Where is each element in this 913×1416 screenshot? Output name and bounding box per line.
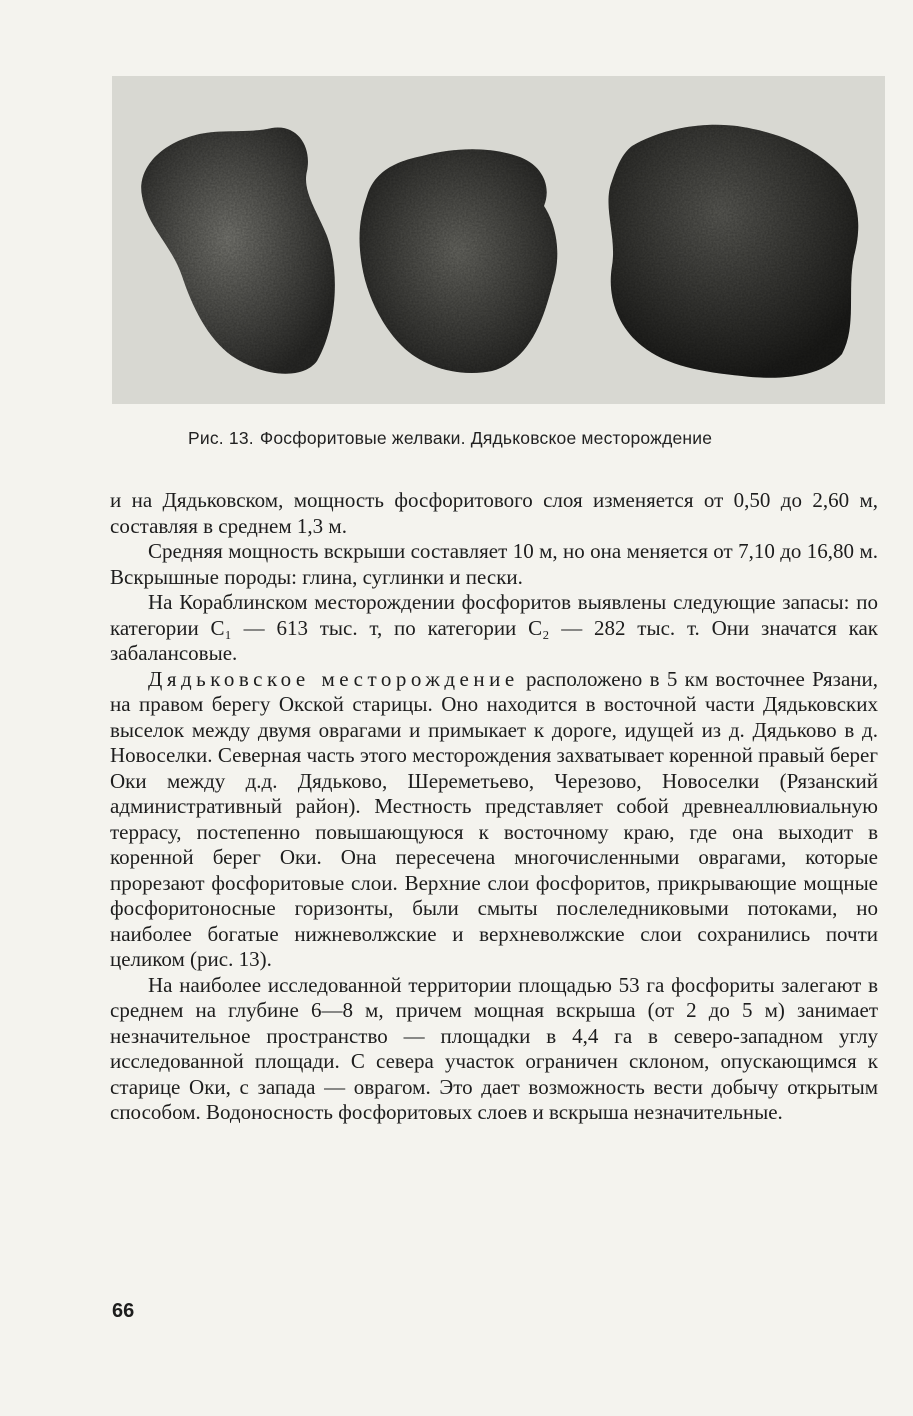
paragraph: и на Дядьковском, мощность фосфоритового слоя изменяется от 0,50 до 2,60 м, составляя в среднем 1,3 м.: [110, 488, 878, 538]
figure-label: Рис. 13.: [188, 428, 254, 448]
spaced-heading: Дядьковское месторождение: [148, 666, 519, 691]
page-number: 66: [112, 1300, 135, 1322]
paragraph: Средняя мощность вскрыши составляет 10 м, но она меняется от 7,10 до 16,80 м. Вскрышные породы: глина, суглинки и пески.: [110, 539, 878, 589]
paragraph-text: расположено в 5 км восточнее Рязани, на правом берегу Окской старицы. Оно находится в восточной части Дядьковских выселок между двумя оврагами и примыкает к дороге, идущей из д. Дядьково в д. Новоселки. Северная часть этого месторождения захватывает коренной правый берег Оки между д.д. Дядьково, Шереметьево, Черезово, Новоселки (Рязанский административный район). Местность представляет собой древнеаллювиальную террасу, постепенно повышающуюся к восточному краю, где она выходит в коренной берег Оки. Она пересечена многочисленными оврагами, которые прорезают фосфоритовые слои. Верхние слои фосфоритов, прикрывающие мощные фосфоритоносные горизонты, были смыты послеледниковыми потоками, но наиболее богатые нижневолжские и верхневолжские слои сохранились почти целиком (рис. 13).: [110, 666, 878, 971]
figure-caption-text: Фосфоритовые желваки. Дядьковское месторождение: [259, 428, 713, 448]
figure-photo: [112, 76, 885, 404]
paragraph: На наиболее исследованной территории площадью 53 га фосфориты залегают в среднем на глубине 6—8 м, причем мощная вскрыша (от 2 до 5 м) занимает незначительное пространство — площадки в 4,4 га в северо-западном углу исследованной площади. С севера участок ограничен склоном, опускающимся к старице Оки, с запада — оврагом. Это дает возможность вести добычу открытым способом. Водоносность фосфоритовых слоев и вскрыша незначительные.: [110, 972, 878, 1124]
paragraph: [110, 667, 878, 973]
paragraph: На Кораблинском месторождении фосфоритов выявлены следующие запасы: по категории C₁ — 613 тыс. т, по категории C₂ — 282 тыс. т. Они значатся как забалансовые.: [110, 590, 878, 665]
figure-caption: [188, 428, 712, 449]
body-text: [110, 488, 878, 1126]
phosphorite-nodule-3: [608, 125, 858, 378]
